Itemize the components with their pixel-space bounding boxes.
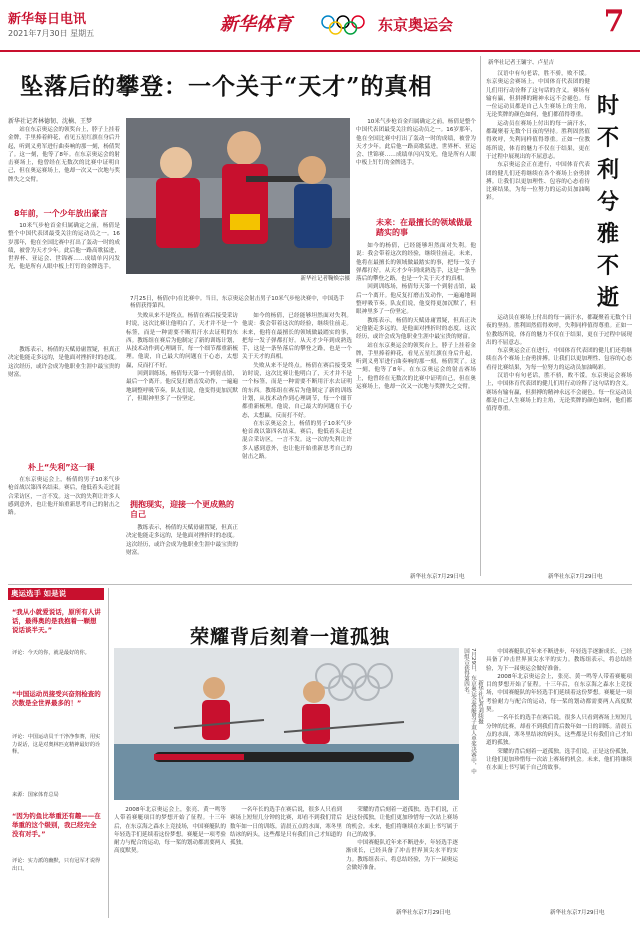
photo2-caption: 7月29日，东京奥运会赛艇男子双人单桨决赛中，中国组合获得第四名。 (463, 648, 476, 774)
page-header (0, 0, 640, 52)
olympic-rings-icon (320, 14, 370, 36)
article3-col3: 荣耀的背后刻着一道孤独。选手们说，正是这份孤独，让他们更加珍惜每一次站上赛场的机会。未来，他们将继续在水面上书写属于自己的故事。 中国赛艇队近年来不断进步，年轻选手逐渐成长，已经具备了冲击世界顶尖水平的实力。教练组表示，将总结经验，为下一届奥运会做好准备。 (346, 807, 458, 872)
article1-subhead3: 拥抱现实，迎接一个更成熟的自己 (130, 500, 234, 519)
sidebar-divider (108, 588, 109, 918)
sidebar-comment2: 评论：中国运动员干干净净参赛，用实力说话，这是对奥林匹克精神最好的诠释。 (12, 734, 101, 755)
article1-col1c: 在东京奥运会上，杨倩的男子10米气步枪首战以第四名结束。赛后，他低着头走过混合采访区，一言不发。这一次的失利让许多人感到意外，也让他开始重新思考自己的射击之路。 (8, 477, 120, 517)
article1-subhead1: 8年前，一个少年放出豪言 (14, 209, 108, 218)
article3-col4: 中国赛艇队近年来不断进步，年轻选手逐渐成长，已经具备了冲击世界顶尖水平的实力。教练组表示，将总结经验，为下一届奥运会做好准备。 2008年北京奥运会上，张亮、黄一鸣等人带着赛艇项目的梦想开始了征程。十三年后，在东京海之森水上竞技场，中国赛艇队的年轻选手们延续着这份梦想。赛艇是一项考验耐力与配合的运动，每一桨的划动都需要两人高度默契。 一名年长的选手在赛后说，很多人只看到赛场上短短几分钟的比赛，却看不到我们背后数年如一日的训练。清晨五点的水面，寒冬里结冰的码头，这些都是只有我们自己才知道的孤独。 荣耀的背后刻着一道孤独。选手们说，正是这份孤独，让他们更加珍惜每一次站上赛场的机会。未来，他们将继续在水面上书写属于自己的故事。 (486, 649, 632, 772)
article1-subhead4: 未来：在最擅长的领域做最踏实的事 (376, 218, 472, 237)
article1-dateline: 新华社东京7月29日电 (410, 574, 465, 580)
sidebar-quote2: “中国运动员接受兴奋剂检查的次数是全世界最多的！” (12, 690, 101, 707)
article2-body: 汉语中有句老话，胜不骄，败不馁。东京奥运会赛场上，中国体育代表团的健儿们用行动诠释了这句话的含义。赛场有输有赢，但拼搏的精神永远不会褪色。每一位运动员都是自己人生赛场上的主角，无论奖牌的颜色如何，他们都值得尊重。 运动员在赛场上付出的每一滴汗水，都凝聚着无数个日夜的坚持。胜利固然值得欢呼，失利同样值得尊重。正如一位教练所说，体育的魅力不仅在于结果，更在于过程中展现出的不屈意志。 东京奥运会正在进行，中国体育代表团的健儿们还将继续在各个赛场上奋勇拼搏。让我们以更加理性、包容的心态看待比赛结果，为每一位努力的运动员加油喝彩。 (486, 71, 590, 202)
column-divider (480, 56, 481, 576)
article1-col3: 如今的杨倩，已经能够坦然面对失利。他说：我会带着这次的经验，继续往前走。未来，他将在最擅长的领域做最踏实的事，把每一发子弹都打好。从天才少年到成熟选手，这是一条坠落后的攀登之路，也是一个关于天才的真相。 失败从来不是终点。杨倩在赛后接受采访时说，这次比赛让他明白了，天才并不是一个标签，而是一种需要不断用汗水去证明的东西。教练组在赛后为他制定了新的训练计划，从技术动作到心理调节，每一个细节都重新梳理。他说，自己最大的问题在于心态，太想赢，反而打不好。 在东京奥运会上，杨倩的男子10米气步枪首战以第四名结束。赛后，他低着头走过混合采访区，一言不发。这一次的失利让许多人感到意外，也让他开始重新思考自己的射击之路。 (242, 313, 352, 461)
page-number: 7 (603, 4, 625, 39)
article1-headline: 坠落后的攀登：一个关于“天才”的真相 (20, 73, 433, 100)
sidebar-quote3: “因为钓鱼比举重还有趣——在举重的这个级别，我已经完全没有对手。” (12, 812, 101, 838)
photo1-credit: 新华社记者鞠焕宗摄 (300, 276, 350, 282)
article3-dateline-2: 新华社东京7月29日电 (550, 910, 605, 916)
photo1-caption: 7月25日，杨倩(中)在比赛中。当日，东京奥运会射击男子10米气步枪决赛中，中国选手杨倩获得第四。 (130, 296, 345, 309)
shooting-photo (126, 118, 350, 274)
section-divider (8, 584, 632, 585)
sidebar-quote1: “我从小就爱说话，原所有人讲话，最得奥的是我抱着一颗想说话谈半天。” (12, 608, 101, 634)
article1-subhead2: 朴上“失利”这一课 (28, 463, 95, 472)
photo2-credit: 新华社记者刘续摄 (477, 680, 483, 724)
article2-body2: 运动员在赛场上付出的每一滴汗水，都凝聚着无数个日夜的坚持。胜利固然值得欢呼，失利同样值得尊重。正如一位教练所说，体育的魅力不仅在于结果，更在于过程中展现出的不屈意志。 东京奥运会正在进行，中国体育代表团的健儿们还将继续在各个赛场上奋勇拼搏。让我们以更加理性、包容的心态看待比赛结果，为每一位努力的运动员加油喝彩。 汉语中有句老话，胜不骄，败不馁。东京奥运会赛场上，中国体育代表团的健儿们用行动诠释了这句话的含义。赛场有输有赢，但拼搏的精神永远不会褪色。每一位运动员都是自己人生赛场上的主角，无论奖牌的颜色如何，他们都值得尊重。 (486, 315, 632, 413)
article2-vertical-title: 时不利兮雅不逝 (596, 93, 619, 311)
article1-col1: 站在东京奥运会的领奖台上，脖子上挂着金牌，手里捧着鲜花，看见五星红旗在身后升起，听到义勇军进行曲奏响的那一刻，杨倩哭了。这一刻，他等了8年。在东京奥运会的射击赛场上，他曾经在无数次的比赛中证明自己，但在奥运赛场上，他却一次又一次地与奖牌失之交臂。 (8, 127, 120, 183)
article1-col4b: 如今的杨倩，已经能够坦然面对失利。他说：我会带着这次的经验，继续往前走。未来，他将在最擅长的领域做最踏实的事，把每一发子弹都打好。从天才少年到成熟选手，这是一条坠落后的攀登之路，也是一个关于天才的真相。 回到训练场，杨倩每天第一个到射击馆，最后一个离开。他反复打磨击发动作，一遍遍地调整呼吸节奏。队友们说，他变得更加沉默了，但眼神里多了一份坚定。 教练表示，杨倩的天赋毋庸置疑，但真正决定他能走多远的，是他面对挫折时的态度。这次经历，或许会成为他职业生涯中最宝贵的财富。 站在东京奥运会的领奖台上，脖子上挂着金牌，手里捧着鲜花，看见五星红旗在身后升起，听到义勇军进行曲奏响的那一刻，杨倩哭了。这一刻，他等了8年。在东京奥运会的射击赛场上，他曾经在无数次的比赛中证明自己，但在奥运赛场上，他却一次又一次地与奖牌失之交臂。 (356, 243, 476, 391)
sidebar-title: 奥运选手 如是说 (8, 588, 104, 600)
article1-col2: 失败从来不是终点。杨倩在赛后接受采访时说，这次比赛让他明白了，天才并不是一个标签，而是一种需要不断用汗水去证明的东西。教练组在赛后为他制定了新的训练计划，从技术动作到心理调节，每一个细节都重新梳理。他说，自己最大的问题在于心态，太想赢，反而打不好。 回到训练场，杨倩每天第一个到射击馆，最后一个离开。他反复打磨击发动作，一遍遍地调整呼吸节奏。队友们说，他变得更加沉默了，但眼神里多了一份坚定。 (126, 313, 238, 402)
article1-byline: 新华社记者林德韧、沈楠、王梦 (8, 118, 93, 125)
article1-col4: 10米气步枪首金归属确定之前，杨倩是整个中国代表团最受关注的运动员之一。16岁那年，他在全国比赛中打出了轰动一时的成绩，被誉为天才少年。此后他一路高歌猛进，世界杯、亚运会、世锦赛……成绩单闪闪发光，他是所有人眼中板上钉钉的金牌选手。 (356, 119, 476, 167)
article2-credit: 新华社记者王镛宇、卢星吉 (488, 60, 555, 66)
rowing-photo (114, 648, 459, 800)
article1-col2c: 教练表示，杨倩的天赋毋庸置疑，但真正决定他能走多远的，是他面对挫折时的态度。这次经历，或许会成为他职业生涯中最宝贵的财富。 (126, 525, 238, 556)
article3-col1: 2008年北京奥运会上，张亮、黄一鸣等人带着赛艇项目的梦想开始了征程。十三年后，在东京海之森水上竞技场，中国赛艇队的年轻选手们延续着这份梦想。赛艇是一项考验耐力与配合的运动，每一桨的划动都需要两人高度默契。 (114, 807, 226, 855)
newspaper-brand: 新华每日电讯 (8, 12, 87, 27)
article3-dateline: 新华社东京7月29日电 (396, 910, 451, 916)
article1-col1b: 10米气步枪首金归属确定之前，杨倩是整个中国代表团最受关注的运动员之一。16岁那年，他在全国比赛中打出了轰动一时的成绩，被誉为天才少年。此后他一路高歌猛进，世界杯、亚运会、世锦赛……成绩单闪闪发光，他是所有人眼中板上钉钉的金牌选手。 (8, 223, 120, 271)
article1-col1d: 教练表示，杨倩的天赋毋庸置疑，但真正决定他能走多远的，是他面对挫折时的态度。这次经历，或许会成为他职业生涯中最宝贵的财富。 (8, 347, 120, 378)
section-title: 新华体育 (220, 14, 292, 35)
subsection-title: 东京奥运会 (378, 16, 454, 34)
sidebar-source2: 来源：国家体育总局 (12, 792, 59, 798)
issue-date: 2021年7月30日 星期五 (8, 29, 95, 38)
article2-dateline: 新华社东京7月29日电 (548, 574, 603, 580)
article3-headline: 荣耀背后刻着一道孤独 (190, 626, 391, 648)
article3-col2: 一名年长的选手在赛后说，很多人只看到赛场上短短几分钟的比赛，却看不到我们背后数年如一日的训练。清晨五点的水面，寒冬里结冰的码头，这些都是只有我们自己才知道的孤独。 (230, 807, 342, 847)
sidebar-comment1: 评论：今天的你，就是最好的你。 (12, 650, 90, 656)
sidebar-comment3: 评论：实力派的幽默，只有冠军才说得出口。 (12, 858, 101, 872)
